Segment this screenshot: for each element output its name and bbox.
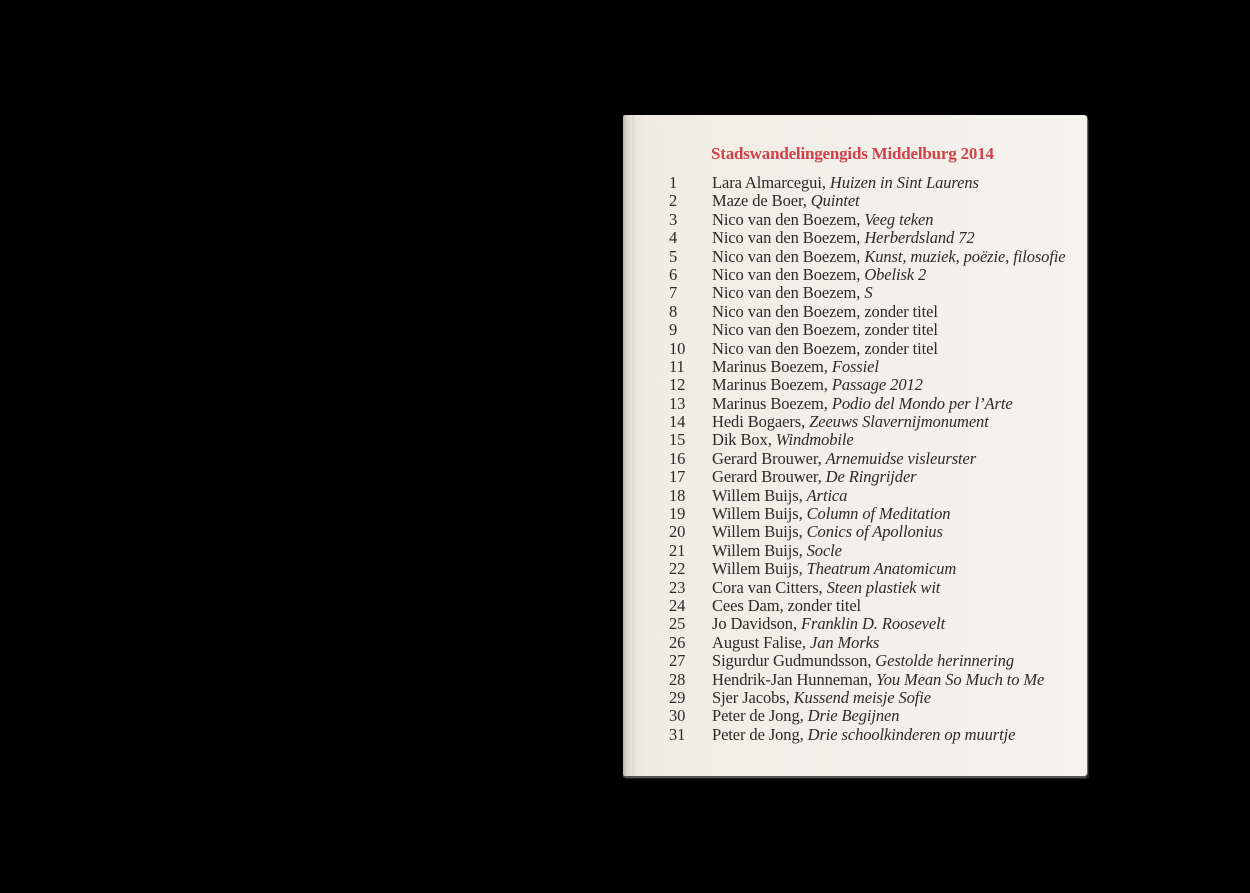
entry-text [712, 229, 975, 247]
list-item [669, 505, 1069, 523]
list-item [669, 211, 1069, 229]
entry-work-title: Drie Begijnen [807, 706, 900, 726]
entry-separator: , [867, 651, 876, 671]
entry-work-title: Socle [806, 540, 842, 560]
list-item [669, 634, 1069, 652]
entry-artist: Willem Buijs [712, 504, 799, 524]
entry-separator: , [798, 540, 807, 560]
entry-separator: , [856, 301, 865, 321]
entry-text [712, 174, 979, 192]
entry-artist: Dik Box [712, 430, 768, 450]
entry-text [712, 707, 899, 725]
entry-separator: , [798, 522, 807, 542]
entry-work-title: Kussend meisje Sofie [793, 687, 931, 707]
entry-separator: , [856, 209, 865, 229]
entry-text [712, 450, 976, 468]
entry-work-title: Arnemuidse visleurster [825, 448, 977, 468]
entry-work-title: Column of Meditation [806, 504, 951, 524]
entry-work-title: Huizen in Sint Laurens [829, 173, 979, 192]
entry-separator: , [856, 283, 865, 303]
entry-work-title: Drie schoolkinderen op muurtje [807, 724, 1016, 744]
entry-text [712, 597, 861, 615]
entry-separator: , [799, 724, 808, 744]
entry-number: 3 [669, 209, 678, 229]
entry-text [712, 303, 938, 321]
entry-separator: , [802, 191, 811, 211]
entry-artist: Marinus Boezem [712, 393, 824, 413]
entry-separator: , [798, 504, 807, 524]
entry-text [712, 726, 1015, 744]
entry-number: 30 [669, 706, 686, 726]
entry-work-title: Franklin D. Roosevelt [801, 614, 946, 634]
entry-artist: August Falise [712, 632, 802, 652]
entry-work-title: You Mean So Much to Me [876, 669, 1045, 689]
entry-number: 13 [669, 393, 686, 413]
entry-artist: Cees Dam [712, 595, 780, 615]
list-item [669, 707, 1069, 725]
entry-artist: Maze de Boer [712, 191, 803, 211]
entry-number: 12 [669, 375, 686, 395]
list-item [669, 542, 1069, 560]
entry-separator: , [779, 595, 788, 615]
entry-number: 1 [669, 173, 678, 192]
entry-artist: Jo Davidson [712, 614, 793, 634]
entry-separator: , [856, 264, 865, 284]
entry-number: 11 [669, 356, 685, 376]
entry-work-title: De Ringrijder [825, 467, 917, 487]
entry-text [712, 211, 933, 229]
list-item [669, 395, 1069, 413]
entry-artist: Marinus Boezem [712, 375, 824, 395]
entry-work-title: Steen plastiek wit [826, 577, 941, 597]
page-title: Stadswandelingengids Middelburg 2014 [711, 144, 994, 163]
entry-work-title: Conics of Apollonius [806, 522, 943, 542]
entry-number: 10 [669, 338, 686, 358]
entry-artist: Willem Buijs [712, 522, 799, 542]
list-item [669, 376, 1069, 394]
list-item [669, 192, 1069, 210]
entry-number: 14 [669, 412, 686, 432]
entry-text [712, 284, 872, 302]
entry-number: 24 [669, 595, 686, 615]
entry-artist: Hendrik-Jan Hunneman [712, 669, 869, 689]
entry-number: 23 [669, 577, 686, 597]
entry-text [712, 266, 926, 284]
entry-work-title: Gestolde herinnering [875, 651, 1014, 671]
entry-artist: Gerard Brouwer [712, 448, 818, 468]
entry-work-title: Fossiel [831, 356, 879, 376]
list-item [669, 671, 1069, 689]
list-item [669, 229, 1069, 247]
entry-separator: , [817, 467, 826, 487]
list-item [669, 726, 1069, 744]
entry-list [669, 174, 1069, 744]
entry-work-title: Zeeuws Slavernijmonument [809, 412, 989, 432]
entry-separator: , [821, 173, 830, 192]
entry-text [712, 634, 879, 652]
entry-work-title: zonder titel [864, 301, 938, 321]
book-page [623, 115, 1087, 776]
entry-number: 16 [669, 448, 686, 468]
entry-work-title: Windmobile [775, 430, 854, 450]
entry-work-title: zonder titel [787, 595, 862, 615]
entry-artist: Nico van den Boezem [712, 301, 857, 321]
entry-text [712, 321, 938, 339]
entry-artist: Nico van den Boezem [712, 209, 857, 229]
entry-work-title: S [864, 283, 873, 303]
list-item [669, 321, 1069, 339]
entry-text [712, 689, 931, 707]
entry-text [712, 340, 938, 358]
entry-number: 9 [669, 320, 678, 340]
entry-number: 31 [669, 724, 686, 744]
entry-text [712, 487, 847, 505]
entry-text [712, 413, 989, 431]
entry-artist: Nico van den Boezem [712, 246, 857, 266]
entry-artist: Nico van den Boezem [712, 338, 857, 358]
entry-separator: , [817, 448, 826, 468]
entry-work-title: Theatrum Anatomicum [806, 559, 957, 579]
entry-artist: Nico van den Boezem [712, 320, 857, 340]
entry-work-title: Podio del Mondo per l’Arte [831, 393, 1013, 413]
entry-work-title: zonder titel [864, 338, 938, 358]
entry-artist: Peter de Jong [712, 724, 800, 744]
entry-separator: , [868, 669, 877, 689]
list-item [669, 597, 1069, 615]
list-item [669, 358, 1069, 376]
entry-work-title: Passage 2012 [831, 375, 923, 395]
list-item [669, 523, 1069, 541]
entry-number: 17 [669, 467, 686, 487]
entry-artist: Lara Almarcegui [712, 173, 822, 192]
entry-separator: , [801, 412, 810, 432]
entry-work-title: zonder titel [864, 320, 938, 340]
list-item [669, 248, 1069, 266]
entry-separator: , [823, 356, 832, 376]
entry-artist: Marinus Boezem [712, 356, 824, 376]
entry-artist: Peter de Jong [712, 706, 800, 726]
entry-text [712, 652, 1014, 670]
entry-number: 27 [669, 651, 686, 671]
entry-text [712, 579, 940, 597]
entry-number: 21 [669, 540, 686, 560]
entry-artist: Hedi Bogaers [712, 412, 802, 432]
entry-artist: Willem Buijs [712, 485, 799, 505]
entry-separator: , [856, 338, 865, 358]
entry-artist: Willem Buijs [712, 540, 799, 560]
entry-separator: , [798, 485, 807, 505]
list-item [669, 284, 1069, 302]
entry-text [712, 468, 916, 486]
entry-separator: , [856, 320, 865, 340]
entry-number: 15 [669, 430, 686, 450]
entry-separator: , [801, 632, 810, 652]
entry-separator: , [823, 375, 832, 395]
entry-separator: , [856, 228, 865, 248]
entry-number: 26 [669, 632, 686, 652]
entry-artist: Nico van den Boezem [712, 264, 857, 284]
entry-text [712, 671, 1044, 689]
list-item [669, 303, 1069, 321]
entry-separator: , [856, 246, 865, 266]
entry-number: 25 [669, 614, 686, 634]
entry-work-title: Kunst, muziek, poëzie, filosofie [864, 246, 1066, 266]
entry-text [712, 192, 860, 210]
entry-text [712, 248, 1066, 266]
entry-number: 7 [669, 283, 678, 303]
entry-separator: , [823, 393, 832, 413]
entry-number: 6 [669, 264, 678, 284]
entry-artist: Gerard Brouwer [712, 467, 818, 487]
entry-work-title: Quintet [810, 191, 860, 211]
entry-number: 18 [669, 485, 686, 505]
entry-artist: Cora van Citters [712, 577, 819, 597]
entry-text [712, 395, 1013, 413]
entry-text [712, 358, 879, 376]
entry-separator: , [792, 614, 802, 634]
entry-text [712, 615, 945, 633]
list-item [669, 652, 1069, 670]
entry-separator: , [798, 559, 807, 579]
entry-text [712, 505, 950, 523]
list-item [669, 431, 1069, 449]
entry-work-title: Veeg teken [864, 209, 934, 229]
list-item [669, 266, 1069, 284]
entry-artist: Willem Buijs [712, 559, 799, 579]
entry-work-title: Herberdsland 72 [864, 228, 975, 248]
entry-number: 8 [669, 301, 678, 321]
list-item [669, 468, 1069, 486]
entry-number: 5 [669, 246, 678, 266]
entry-separator: , [799, 706, 808, 726]
entry-separator: , [818, 577, 827, 597]
entry-number: 19 [669, 504, 686, 524]
entry-number: 4 [669, 228, 678, 248]
entry-number: 20 [669, 522, 686, 542]
entry-artist: Sigurdur Gudmundsson [712, 651, 868, 671]
list-item [669, 340, 1069, 358]
entry-number: 29 [669, 687, 686, 707]
entry-artist: Nico van den Boezem [712, 283, 857, 303]
list-item [669, 487, 1069, 505]
entry-text [712, 542, 842, 560]
list-item [669, 579, 1069, 597]
list-item [669, 174, 1069, 192]
list-item [669, 413, 1069, 431]
entry-number: 22 [669, 559, 686, 579]
entry-text [712, 376, 923, 394]
entry-artist: Sjer Jacobs [712, 687, 786, 707]
entry-work-title: Obelisk 2 [864, 264, 927, 284]
entry-artist: Nico van den Boezem [712, 228, 857, 248]
list-item [669, 560, 1069, 578]
list-item [669, 450, 1069, 468]
entry-number: 2 [669, 191, 678, 211]
entry-work-title: Artica [806, 485, 848, 505]
entry-text [712, 560, 956, 578]
list-item [669, 615, 1069, 633]
entry-number: 28 [669, 669, 686, 689]
entry-text [712, 431, 854, 449]
entry-separator: , [785, 687, 794, 707]
list-item [669, 689, 1069, 707]
entry-text [712, 523, 943, 541]
entry-work-title: Jan Morks [809, 632, 880, 652]
entry-separator: , [767, 430, 776, 450]
